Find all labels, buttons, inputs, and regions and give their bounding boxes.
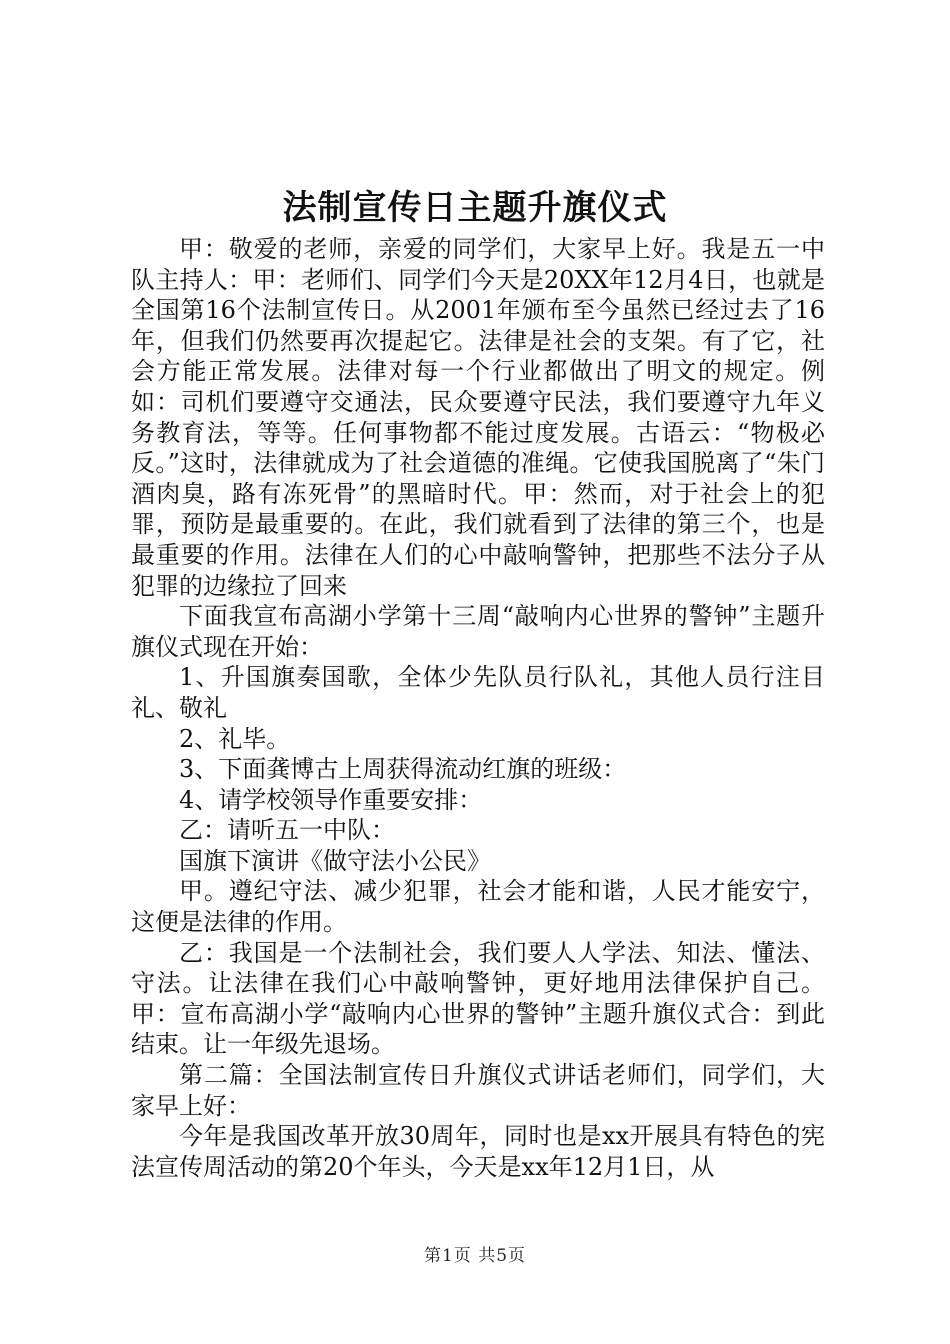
paragraph: 下面我宣布高湖小学第十三周“敲响内心世界的警钟”主题升旗仪式现在开始： bbox=[131, 602, 825, 661]
paragraph: 甲。遵纪守法、减少犯罪，社会才能和谐，人民才能安宁，这便是法律的作用。 bbox=[131, 877, 825, 937]
paragraph: 第二篇：全国法制宣传日升旗仪式讲话老师们，同学们，大家早上好： bbox=[131, 1061, 825, 1120]
list-item: 1、升国旗奏国歌，全体少先队员行队礼，其他人员行注目礼、敬礼 bbox=[131, 663, 825, 722]
paragraph: 乙：请听五一中队： bbox=[179, 816, 395, 845]
paragraph: 今年是我国改革开放30周年，同时也是xx开展具有特色的宪法宣传周活动的第20个年头，今天是xx年12月1日，从 bbox=[131, 1122, 825, 1181]
document-title: 法制宣传日主题升旗仪式 bbox=[282, 188, 668, 228]
list-item: 3、下面龚博古上周获得流动红旗的班级： bbox=[179, 755, 627, 784]
paragraph: 乙：我国是一个法制社会，我们要人人学法、知法、懂法、守法。让法律在我们心中敲响警钟，更好地用法律保护自己。甲：宣布高湖小学“敲响内心世界的警钟”主题升旗仪式合：到此结束。让一年级先退场。 bbox=[131, 938, 825, 1059]
page-number: 第1页 共5页 bbox=[423, 1246, 527, 1266]
list-item: 4、请学校领导作重要安排： bbox=[179, 785, 483, 814]
paragraph: 国旗下演讲《做守法小公民》 bbox=[179, 846, 491, 875]
paragraph: 甲：敬爱的老师，亲爱的同学们，大家早上好。我是五一中队主持人：甲：老师们、同学们今天是20XX年12月4日，也就是全国第16个法制宣传日。从2001年颁布至今虽然已经过去了16年，但我们仍然要再次提起它。法律是社会的支架。有了它，社会方能正常发展。法律对每一个行业都做出了明文的规定。例如：司机们要遵守交通法，民众要遵守民法，我们要遵守九年义务教育法，等等。任何事物都不能过度发展。古语云：“物极必反。”这时，法律就成为了社会道德的准绳。它使我国脱离了“朱门酒肉臭，路有冻死骨”的黑暗时代。甲：然而，对于社会上的犯罪，预防是最重要的。在此，我们就看到了法律的第三个，也是最重要的作用。法律在人们的心中敲响警钟，把那些不法分子从犯罪的边缘拉了回来 bbox=[131, 235, 825, 600]
document-body bbox=[131, 234, 825, 1182]
list-item: 2、礼毕。 bbox=[179, 724, 291, 753]
